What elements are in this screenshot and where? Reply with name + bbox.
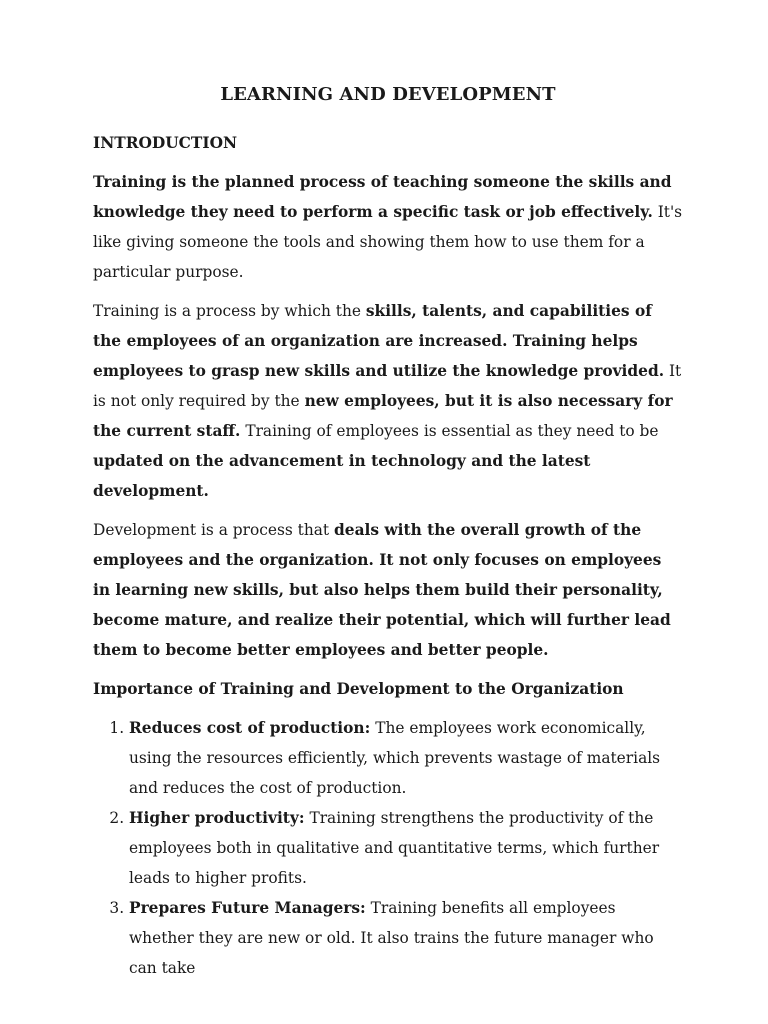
list-item-text: The employees work economically, using the resources efficiently, which prevents wastage of materials and reduces the cost of production. bbox=[129, 718, 661, 797]
intro-paragraph-1 bbox=[93, 167, 683, 287]
p3-text-1: Development is a process that bbox=[93, 520, 335, 539]
p2-text-1: Training is a process by which the bbox=[93, 301, 366, 320]
p3-bold-1: deals with the overall growth of the employees and the organization. It not only focuses on employees in learning new skills, but also helps them build their personality, become mature, and realize their potential, which will further lead them to become better employees and better people. bbox=[93, 520, 671, 659]
list-item-text: Training strengthens the productivity of the employees both in qualitative and quantitative terms, which further leads to higher profits. bbox=[129, 808, 660, 887]
intro-paragraph-2 bbox=[93, 296, 683, 506]
p2-text-2: It is not only required by the bbox=[93, 361, 682, 410]
list-item bbox=[129, 803, 683, 893]
p2-bold-1: skills, talents, and capabilities of the employees of an organization are increased. Training helps employees to grasp new skills and utilize the knowledge provided. bbox=[93, 301, 665, 380]
list-item-label: Prepares Future Managers: bbox=[129, 898, 366, 917]
list-item-text: Training benefits all employees whether they are new or old. It also trains the future manager who can take bbox=[129, 898, 654, 977]
importance-heading: Importance of Training and Development to the Organization bbox=[93, 679, 624, 698]
list-item bbox=[129, 893, 683, 983]
p2-bold-3: updated on the advancement in technology and the latest development. bbox=[93, 451, 591, 500]
benefits-list bbox=[93, 713, 683, 983]
document-title: LEARNING AND DEVELOPMENT bbox=[220, 84, 556, 105]
list-item-label: Higher productivity: bbox=[129, 808, 305, 827]
p2-bold-2: new employees, but it is also necessary for the current staff. bbox=[93, 391, 673, 440]
document-page bbox=[93, 84, 683, 983]
intro-paragraph-3 bbox=[93, 515, 683, 665]
p2-text-3: Training of employees is essential as they need to be bbox=[240, 421, 659, 440]
intro-paragraph-1-bold: Training is the planned process of teaching someone the skills and knowledge they need to perform a specific task or job effectively. bbox=[93, 172, 672, 221]
introduction-heading: INTRODUCTION bbox=[93, 133, 238, 152]
intro-paragraph-1-text: It's like giving someone the tools and showing them how to use them for a particular purpose. bbox=[93, 202, 683, 281]
list-item-label: Reduces cost of production: bbox=[129, 718, 371, 737]
list-item bbox=[129, 713, 683, 803]
